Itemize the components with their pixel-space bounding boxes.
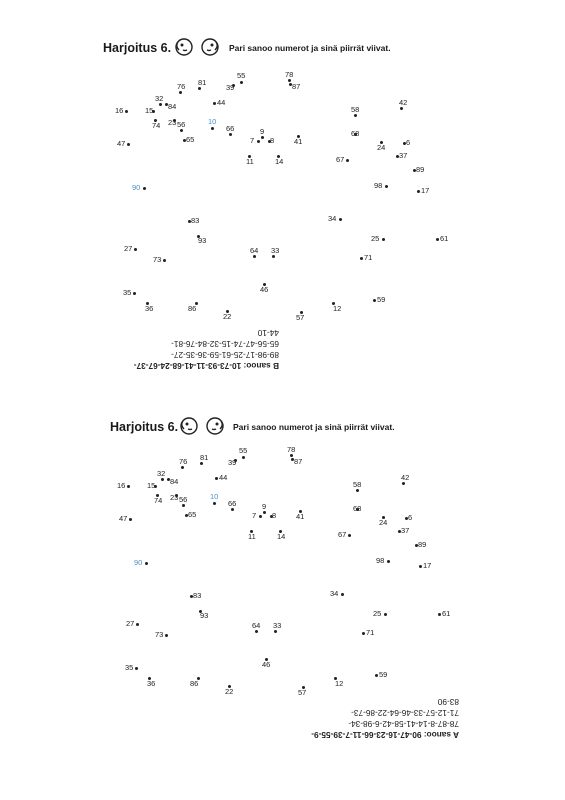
dot-number-label: 66 <box>228 499 237 508</box>
dot-point <box>341 593 344 596</box>
dot-number-label: 32 <box>155 94 164 103</box>
dot-point <box>385 185 388 188</box>
dot-number-label: 37 <box>399 151 408 160</box>
dot-number-label: 84 <box>168 102 177 111</box>
dot-number-label: 81 <box>198 78 207 87</box>
dot-number-label: 61 <box>440 234 449 243</box>
dot-number-label: 89 <box>416 165 425 174</box>
dot-number-label: 25 <box>373 609 382 618</box>
exercise-instruction: Pari sanoo numerot ja sinä piirrät viivat. <box>229 43 391 53</box>
dot-number-label: 16 <box>117 481 126 490</box>
sequence-instructions-a <box>289 696 459 740</box>
dot-number-label: 11 <box>246 157 254 166</box>
dot-number-label: 81 <box>200 453 209 462</box>
dot-number-label: 22 <box>225 687 234 696</box>
dot-number-label: 14 <box>275 157 284 166</box>
dog-heads-icon <box>174 36 222 58</box>
dot-point <box>165 634 168 637</box>
dot-number-label: 24 <box>377 143 386 152</box>
dot-number-label: 57 <box>298 688 307 697</box>
dot-number-label: 37 <box>401 526 410 535</box>
dot-number-label: 15 <box>145 106 154 115</box>
dot-point <box>215 477 218 480</box>
sequence-line: 83-90 <box>437 697 459 707</box>
dot-number-label: 9 <box>260 127 265 136</box>
dot-point <box>213 502 216 505</box>
dot-point <box>384 613 387 616</box>
dot-number-label: 98 <box>376 556 385 565</box>
dot-number-label: 17 <box>421 186 430 195</box>
dot-number-label: 68 <box>351 129 360 138</box>
dot-number-label: 86 <box>190 679 199 688</box>
dot-number-label: 47 <box>117 139 126 148</box>
dot-number-label: 41 <box>294 137 303 146</box>
dot-number-label: 17 <box>423 561 432 570</box>
dot-number-label: 35 <box>125 663 134 672</box>
dot-point <box>136 623 139 626</box>
dot-number-label: 98 <box>374 181 383 190</box>
dot-point <box>360 257 363 260</box>
dot-point <box>387 560 390 563</box>
dot-number-label: 15 <box>147 481 156 490</box>
dot-number-label: 84 <box>170 477 179 486</box>
dot-number-label: 46 <box>260 285 269 294</box>
dot-number-label: 87 <box>292 82 301 91</box>
dot-number-label: 27 <box>126 619 135 628</box>
dot-point <box>213 102 216 105</box>
dot-number-label: 6 <box>406 138 411 147</box>
dot-number-label: 23 <box>168 118 177 127</box>
dot-point <box>257 140 260 143</box>
dot-number-label: 86 <box>188 304 197 313</box>
dot-number-label: 47 <box>119 514 128 523</box>
sequence-line: 89-98-17-25-61-59-36-35-27- <box>171 350 279 360</box>
dot-point <box>163 259 166 262</box>
dot-point <box>240 81 243 84</box>
dot-number-label: 58 <box>351 105 360 114</box>
dot-number-label: 33 <box>273 621 282 630</box>
dot-number-label: 10 <box>208 117 217 126</box>
dot-number-label: 76 <box>177 82 186 91</box>
dot-number-label: 23 <box>170 493 179 502</box>
exercise-title: Harjoitus 6. <box>103 41 172 55</box>
dot-number-label: 57 <box>296 313 305 322</box>
dot-number-label: 71 <box>364 253 373 262</box>
dot-number-label: 59 <box>379 670 388 679</box>
dot-number-label: 87 <box>294 457 303 466</box>
dot-point <box>129 518 132 521</box>
sequence-line: B sanoo: 10-73-93-11-41-68-24-67-37- <box>133 361 279 371</box>
dot-number-label: 12 <box>335 679 344 688</box>
dot-number-label: 59 <box>377 295 386 304</box>
dot-number-label: 64 <box>252 621 261 630</box>
dot-point <box>339 218 342 221</box>
dog-heads-icon <box>179 415 227 437</box>
dot-number-label: 78 <box>285 70 294 79</box>
dot-point <box>134 248 137 251</box>
dot-number-label: 34 <box>330 589 339 598</box>
dot-number-label: 9 <box>262 502 267 511</box>
sequence-instructions-b <box>109 327 279 371</box>
dot-number-label: 76 <box>179 457 188 466</box>
dot-point <box>127 485 130 488</box>
dot-number-label: 7 <box>250 136 255 145</box>
exercise-panel-bottom <box>0 400 565 800</box>
dot-number-label: 66 <box>226 124 235 133</box>
dot-number-label: 6 <box>408 513 413 522</box>
dot-number-label: 89 <box>418 540 427 549</box>
dot-point <box>348 534 351 537</box>
dot-point <box>211 127 214 130</box>
dot-number-label: 24 <box>379 518 388 527</box>
dot-number-label: 8 <box>270 136 275 145</box>
dot-point <box>135 667 138 670</box>
dot-number-label: 93 <box>198 236 207 245</box>
dot-number-label: 22 <box>223 312 232 321</box>
dot-number-label: 67 <box>336 155 345 164</box>
dot-number-label: 36 <box>145 304 154 313</box>
dot-point <box>362 632 365 635</box>
dot-number-label: 32 <box>157 469 166 478</box>
dot-number-label: 10 <box>210 492 219 501</box>
dot-number-label: 65 <box>186 135 195 144</box>
dot-number-label: 25 <box>371 234 380 243</box>
dot-point <box>438 613 441 616</box>
dot-number-label: 42 <box>401 473 410 482</box>
dot-number-label: 12 <box>333 304 342 313</box>
dot-number-label: 67 <box>338 530 347 539</box>
dot-number-label: 58 <box>353 480 362 489</box>
dot-number-label: 36 <box>147 679 156 688</box>
dot-number-label: 90 <box>134 558 143 567</box>
dot-point <box>373 299 376 302</box>
dot-number-label: 73 <box>155 630 164 639</box>
dot-number-label: 27 <box>124 244 133 253</box>
dot-number-label: 68 <box>353 504 362 513</box>
dot-number-label: 14 <box>277 532 286 541</box>
exercise-title: Harjoitus 6. <box>110 420 179 434</box>
sequence-line: 65-56-47-74-15-32-84-76-81- <box>171 339 279 349</box>
dot-number-label: 42 <box>399 98 408 107</box>
dot-number-label: 34 <box>328 214 337 223</box>
dot-number-label: 93 <box>200 611 209 620</box>
dot-point <box>259 515 262 518</box>
dot-number-label: 46 <box>262 660 271 669</box>
dot-number-label: 55 <box>239 446 248 455</box>
sequence-line: 78-87-8-14-41-58-42-6-98-34- <box>348 719 459 729</box>
dot-number-label: 41 <box>296 512 305 521</box>
dot-point <box>375 674 378 677</box>
dot-point <box>436 238 439 241</box>
dot-number-label: 35 <box>123 288 132 297</box>
dot-point <box>346 159 349 162</box>
dot-point <box>145 562 148 565</box>
dot-number-label: 33 <box>271 246 280 255</box>
dot-number-label: 56 <box>179 495 188 504</box>
dot-number-label: 56 <box>177 120 186 129</box>
dot-number-label: 74 <box>154 496 163 505</box>
dot-number-label: 61 <box>442 609 451 618</box>
dot-point <box>419 565 422 568</box>
dot-number-label: 11 <box>248 532 256 541</box>
dot-point <box>417 190 420 193</box>
dot-point <box>127 143 130 146</box>
dot-number-label: 83 <box>193 591 202 600</box>
dot-number-label: 39 <box>228 458 237 467</box>
dot-point <box>133 292 136 295</box>
dot-point <box>125 110 128 113</box>
dot-number-label: 44 <box>217 98 226 107</box>
dot-number-label: 7 <box>252 511 257 520</box>
dot-number-label: 71 <box>366 628 375 637</box>
dot-number-label: 74 <box>152 121 161 130</box>
exercise-instruction: Pari sanoo numerot ja sinä piirrät viivat. <box>233 422 395 432</box>
sequence-line: A sanoo: 90-47-16-23-66-11-7-39-55-9- <box>311 730 459 740</box>
sequence-line: 71-12-57-33-46-64-22-86-73- <box>351 708 459 718</box>
dot-number-label: 65 <box>188 510 197 519</box>
dot-number-label: 64 <box>250 246 259 255</box>
dot-number-label: 16 <box>115 106 124 115</box>
dot-number-label: 55 <box>237 71 246 80</box>
dot-number-label: 83 <box>191 216 200 225</box>
dot-number-label: 8 <box>272 511 277 520</box>
sequence-line: 44-10 <box>257 328 279 338</box>
dot-number-label: 78 <box>287 445 296 454</box>
dot-point <box>382 238 385 241</box>
dot-point <box>242 456 245 459</box>
dot-number-label: 39 <box>226 83 235 92</box>
dot-point <box>143 187 146 190</box>
dot-number-label: 90 <box>132 183 141 192</box>
dot-number-label: 73 <box>153 255 162 264</box>
dot-number-label: 44 <box>219 473 228 482</box>
